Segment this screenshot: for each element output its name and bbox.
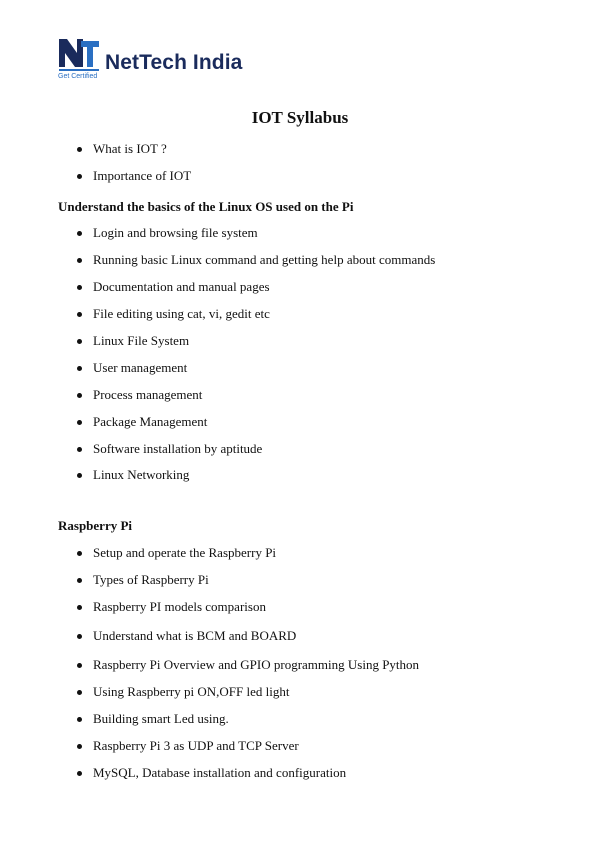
list-item xyxy=(93,333,189,349)
bullet-icon xyxy=(77,447,82,452)
list-item xyxy=(93,599,266,615)
list-item xyxy=(93,168,191,184)
list-item xyxy=(93,765,346,781)
list-item-text: Software installation by aptitude xyxy=(93,441,263,456)
list-item xyxy=(93,360,187,376)
bullet-icon xyxy=(77,578,82,583)
bullet-icon xyxy=(77,634,82,639)
list-item-text: Raspberry PI models comparison xyxy=(93,599,266,614)
list-item xyxy=(93,738,299,754)
list-item xyxy=(93,225,258,241)
bullet-icon xyxy=(77,473,82,478)
bullet-icon xyxy=(77,285,82,290)
bullet-icon xyxy=(77,717,82,722)
list-item-text: Raspberry Pi 3 as UDP and TCP Server xyxy=(93,738,299,753)
bullet-icon xyxy=(77,551,82,556)
bullet-icon xyxy=(77,231,82,236)
nettech-logo xyxy=(57,37,267,83)
list-item-text: Running basic Linux command and getting help about commands xyxy=(93,252,436,267)
list-item-text: Process management xyxy=(93,387,203,402)
list-item-text: Building smart Led using. xyxy=(93,711,229,726)
list-item-text: Setup and operate the Raspberry Pi xyxy=(93,545,277,560)
list-item xyxy=(93,441,262,457)
list-item-text: Login and browsing file system xyxy=(93,225,258,240)
bullet-icon xyxy=(77,366,82,371)
list-item xyxy=(93,657,419,673)
list-item xyxy=(93,545,276,561)
list-item xyxy=(93,572,209,588)
list-item-text: Linux File System xyxy=(93,333,190,348)
list-item-text: Documentation and manual pages xyxy=(93,279,270,294)
bullet-icon xyxy=(77,420,82,425)
list-item-text: Using Raspberry pi ON,OFF led light xyxy=(93,684,290,699)
bullet-icon xyxy=(77,393,82,398)
list-item xyxy=(93,306,270,322)
list-item xyxy=(93,467,189,483)
bullet-icon xyxy=(77,690,82,695)
list-item-text: User management xyxy=(93,360,188,375)
list-item xyxy=(93,414,207,430)
bullet-icon xyxy=(77,312,82,317)
list-item-text: File editing using cat, vi, gedit etc xyxy=(93,306,270,321)
list-item xyxy=(93,684,289,700)
bullet-icon xyxy=(77,174,82,179)
page-title: IOT Syllabus xyxy=(251,108,349,127)
list-item xyxy=(93,279,270,295)
logo-tagline: Get Certified xyxy=(58,73,98,80)
bullet-icon xyxy=(77,147,82,152)
list-item-text: Package Management xyxy=(93,414,208,429)
list-item-text: MySQL, Database installation and configuration xyxy=(93,765,347,780)
bullet-icon xyxy=(77,339,82,344)
section-heading-linux: Understand the basics of the Linux OS used on the Pi xyxy=(58,199,354,214)
bullet-icon xyxy=(77,605,82,610)
bullet-icon xyxy=(77,771,82,776)
list-item-text: What is IOT ? xyxy=(93,141,167,156)
list-item-text: Importance of IOT xyxy=(93,168,192,183)
list-item-text: Types of Raspberry Pi xyxy=(93,572,209,587)
section-heading-raspberry-pi: Raspberry Pi xyxy=(58,518,133,533)
list-item xyxy=(93,711,229,727)
list-item xyxy=(93,628,296,644)
list-item xyxy=(93,141,167,157)
logo-brand-text: NetTech India xyxy=(105,51,243,74)
list-item xyxy=(93,252,435,268)
bullet-icon xyxy=(77,258,82,263)
bullet-icon xyxy=(77,663,82,668)
list-item xyxy=(93,387,202,403)
list-item-text: Understand what is BCM and BOARD xyxy=(93,628,297,643)
list-item-text: Linux Networking xyxy=(93,467,190,482)
bullet-icon xyxy=(77,744,82,749)
list-item-text: Raspberry Pi Overview and GPIO programming Using Python xyxy=(93,657,420,672)
